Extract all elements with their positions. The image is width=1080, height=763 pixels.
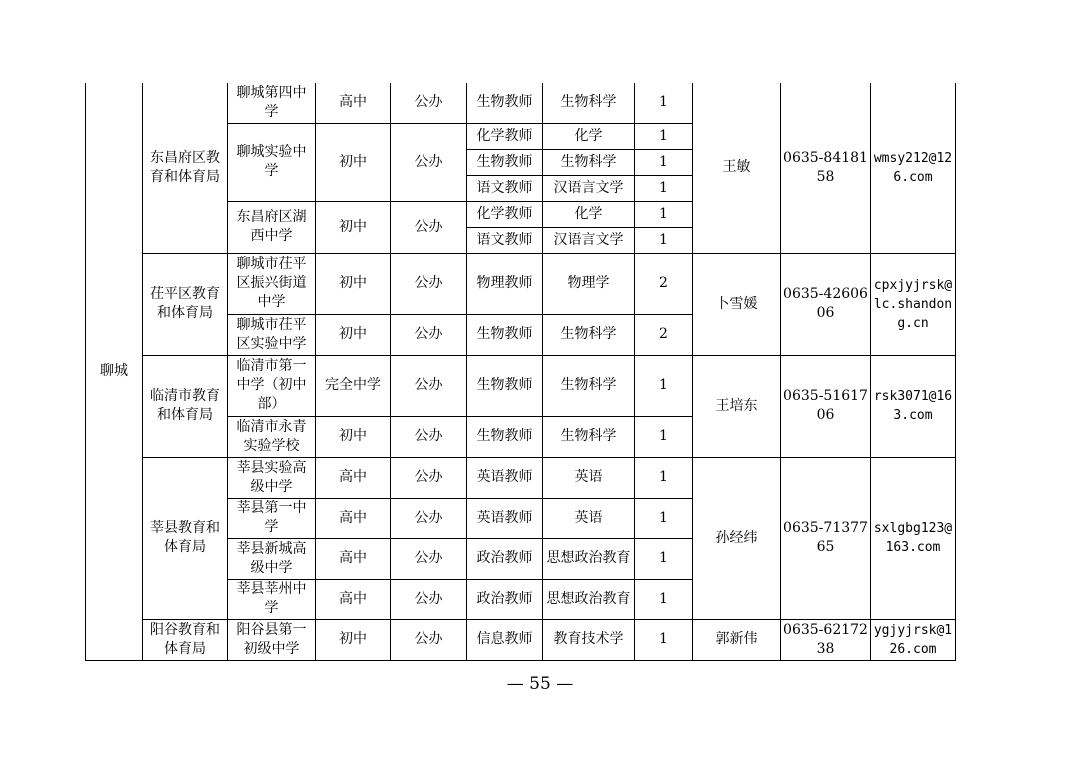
- post-cell: 生物教师: [467, 83, 543, 123]
- email-cell: sxlgbg123@163.com: [871, 457, 956, 619]
- type-cell: 公办: [391, 457, 467, 498]
- major-cell: 生物科学: [543, 355, 635, 416]
- major-cell: 汉语言文学: [543, 227, 635, 253]
- email-cell: wmsy212@126.com: [871, 83, 956, 253]
- type-cell: 公办: [391, 355, 467, 416]
- school-cell: 临清市永青实验学校: [228, 416, 316, 457]
- post-cell: 物理教师: [467, 253, 543, 314]
- phone-cell: 0635-4260606: [781, 253, 871, 355]
- school-cell: 莘县实验高级中学: [228, 457, 316, 498]
- post-cell: 生物教师: [467, 416, 543, 457]
- post-cell: 生物教师: [467, 355, 543, 416]
- post-cell: 语文教师: [467, 227, 543, 253]
- phone-cell: 0635-6217238: [781, 619, 871, 660]
- table-row: [86, 457, 956, 498]
- table-row: [86, 619, 956, 660]
- table-body: [86, 83, 956, 660]
- level-cell: 高中: [316, 538, 391, 579]
- phone-cell: 0635-8418158: [781, 83, 871, 253]
- post-cell: 政治教师: [467, 538, 543, 579]
- city-cell: 聊城: [86, 83, 143, 660]
- count-cell: 1: [635, 579, 693, 619]
- major-cell: 思想政治教育: [543, 538, 635, 579]
- table-row: [86, 355, 956, 416]
- contact-cell: 孙经纬: [693, 457, 781, 619]
- type-cell: 公办: [391, 83, 467, 123]
- email-cell: cpxjyjrsk@lc.shandong.cn: [871, 253, 956, 355]
- school-cell: 聊城市茌平区振兴街道中学: [228, 253, 316, 314]
- post-cell: 化学教师: [467, 123, 543, 149]
- school-cell: 聊城第四中学: [228, 83, 316, 123]
- count-cell: 1: [635, 201, 693, 227]
- major-cell: 教育技术学: [543, 619, 635, 660]
- count-cell: 1: [635, 123, 693, 149]
- level-cell: 初中: [316, 201, 391, 253]
- major-cell: 生物科学: [543, 149, 635, 175]
- count-cell: 1: [635, 175, 693, 201]
- school-cell: 聊城市茌平区实验中学: [228, 314, 316, 355]
- table-row: [86, 253, 956, 314]
- school-cell: 莘县新城高级中学: [228, 538, 316, 579]
- post-cell: 信息教师: [467, 619, 543, 660]
- school-cell: 东昌府区湖西中学: [228, 201, 316, 253]
- major-cell: 生物科学: [543, 314, 635, 355]
- count-cell: 1: [635, 149, 693, 175]
- post-cell: 生物教师: [467, 149, 543, 175]
- level-cell: 初中: [316, 253, 391, 314]
- school-cell: 阳谷县第一初级中学: [228, 619, 316, 660]
- page-number: — 55 —: [506, 674, 574, 694]
- count-cell: 2: [635, 253, 693, 314]
- table-row: [86, 83, 956, 123]
- type-cell: 公办: [391, 579, 467, 619]
- count-cell: 1: [635, 227, 693, 253]
- post-cell: 化学教师: [467, 201, 543, 227]
- major-cell: 生物科学: [543, 416, 635, 457]
- contact-cell: 王敏: [693, 83, 781, 253]
- level-cell: 高中: [316, 579, 391, 619]
- type-cell: 公办: [391, 619, 467, 660]
- count-cell: 1: [635, 416, 693, 457]
- type-cell: 公办: [391, 416, 467, 457]
- level-cell: 完全中学: [316, 355, 391, 416]
- level-cell: 初中: [316, 416, 391, 457]
- post-cell: 政治教师: [467, 579, 543, 619]
- count-cell: 1: [635, 355, 693, 416]
- school-cell: 聊城实验中学: [228, 123, 316, 201]
- count-cell: 1: [635, 457, 693, 498]
- contact-cell: 王培东: [693, 355, 781, 457]
- count-cell: 1: [635, 83, 693, 123]
- major-cell: 生物科学: [543, 83, 635, 123]
- major-cell: 化学: [543, 201, 635, 227]
- bureau-cell: 阳谷教育和体育局: [143, 619, 228, 660]
- type-cell: 公办: [391, 123, 467, 201]
- post-cell: 英语教师: [467, 457, 543, 498]
- count-cell: 2: [635, 314, 693, 355]
- bureau-cell: 莘县教育和体育局: [143, 457, 228, 619]
- contact-cell: 郭新伟: [693, 619, 781, 660]
- count-cell: 1: [635, 619, 693, 660]
- level-cell: 初中: [316, 619, 391, 660]
- level-cell: 初中: [316, 314, 391, 355]
- bureau-cell: 东昌府区教育和体育局: [143, 83, 228, 253]
- school-cell: 莘县莘州中学: [228, 579, 316, 619]
- level-cell: 高中: [316, 83, 391, 123]
- count-cell: 1: [635, 498, 693, 538]
- type-cell: 公办: [391, 201, 467, 253]
- major-cell: 思想政治教育: [543, 579, 635, 619]
- major-cell: 英语: [543, 457, 635, 498]
- post-cell: 生物教师: [467, 314, 543, 355]
- level-cell: 初中: [316, 123, 391, 201]
- major-cell: 汉语言文学: [543, 175, 635, 201]
- recruitment-table: [85, 83, 956, 661]
- level-cell: 高中: [316, 498, 391, 538]
- phone-cell: 0635-7137765: [781, 457, 871, 619]
- count-cell: 1: [635, 538, 693, 579]
- bureau-cell: 临清市教育和体育局: [143, 355, 228, 457]
- school-cell: 临清市第一中学（初中部）: [228, 355, 316, 416]
- type-cell: 公办: [391, 538, 467, 579]
- major-cell: 英语: [543, 498, 635, 538]
- post-cell: 英语教师: [467, 498, 543, 538]
- contact-cell: 卜雪媛: [693, 253, 781, 355]
- major-cell: 物理学: [543, 253, 635, 314]
- email-cell: ygjyjrsk@126.com: [871, 619, 956, 660]
- type-cell: 公办: [391, 498, 467, 538]
- school-cell: 莘县第一中学: [228, 498, 316, 538]
- major-cell: 化学: [543, 123, 635, 149]
- bureau-cell: 茌平区教育和体育局: [143, 253, 228, 355]
- post-cell: 语文教师: [467, 175, 543, 201]
- type-cell: 公办: [391, 253, 467, 314]
- phone-cell: 0635-5161706: [781, 355, 871, 457]
- level-cell: 高中: [316, 457, 391, 498]
- email-cell: rsk3071@163.com: [871, 355, 956, 457]
- type-cell: 公办: [391, 314, 467, 355]
